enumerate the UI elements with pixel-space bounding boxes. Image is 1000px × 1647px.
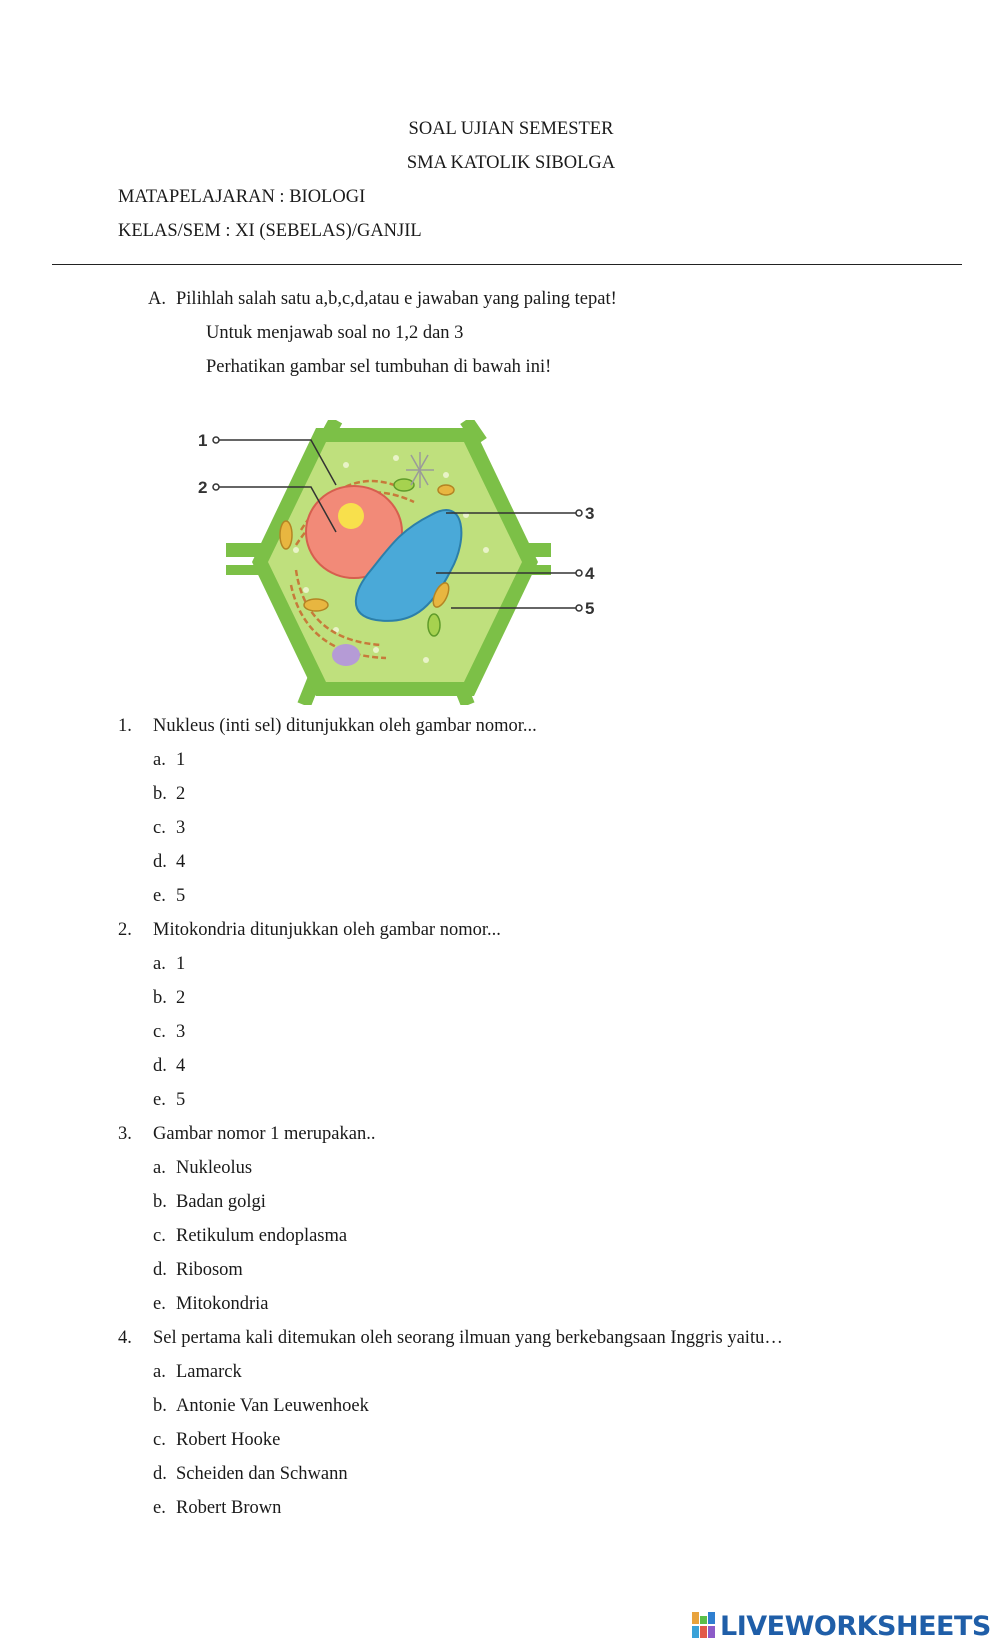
class-line: KELAS/SEM : XI (SEBELAS)/GANJIL xyxy=(118,221,422,241)
question-number: 3. xyxy=(118,1124,132,1144)
option-text: 5 xyxy=(176,886,186,906)
option-text: Robert Brown xyxy=(176,1498,282,1518)
option-letter: a. xyxy=(153,1362,166,1382)
plant-cell-diagram xyxy=(196,420,606,705)
option-letter: d. xyxy=(153,1056,167,1076)
question-text: Nukleus (inti sel) ditunjukkan oleh gambar nomor... xyxy=(153,716,537,736)
option-letter: d. xyxy=(153,1464,167,1484)
option-text: Lamarck xyxy=(176,1362,242,1382)
option-text: 2 xyxy=(176,988,186,1008)
question-number: 2. xyxy=(118,920,132,940)
option-text: Ribosom xyxy=(176,1260,243,1280)
option-text: 3 xyxy=(176,1022,186,1042)
liveworksheets-logo-text: LIVEWORKSHEETS xyxy=(720,1610,991,1642)
option-text: 5 xyxy=(176,1090,186,1110)
section-note-1: Untuk menjawab soal no 1,2 dan 3 xyxy=(206,323,464,343)
option-letter: c. xyxy=(153,818,166,838)
option-letter: b. xyxy=(153,1192,167,1212)
option-text: 1 xyxy=(176,750,186,770)
header-divider xyxy=(52,264,962,265)
school-name: SMA KATOLIK SIBOLGA xyxy=(406,153,616,173)
vesicle xyxy=(332,644,360,666)
liveworksheets-blocks-icon xyxy=(692,1612,716,1640)
option-text: Badan golgi xyxy=(176,1192,266,1212)
option-letter: d. xyxy=(153,1260,167,1280)
option-text: 1 xyxy=(176,954,186,974)
option-letter: e. xyxy=(153,1294,166,1314)
exam-title: SOAL UJIAN SEMESTER xyxy=(408,119,614,139)
option-letter: a. xyxy=(153,750,166,770)
option-letter: b. xyxy=(153,988,167,1008)
figure-label-1: 1 xyxy=(198,431,208,450)
option-letter: d. xyxy=(153,852,167,872)
option-letter: e. xyxy=(153,1090,166,1110)
option-text: Nukleolus xyxy=(176,1158,253,1178)
subject-line: MATAPELAJARAN : BIOLOGI xyxy=(118,187,366,207)
option-letter: b. xyxy=(153,784,167,804)
option-letter: b. xyxy=(153,1396,167,1416)
question-text: Mitokondria ditunjukkan oleh gambar nomor... xyxy=(153,920,501,940)
option-text: 3 xyxy=(176,818,186,838)
section-letter: A. xyxy=(148,289,166,309)
question-text: Gambar nomor 1 merupakan.. xyxy=(153,1124,376,1144)
option-text: Antonie Van Leuwenhoek xyxy=(176,1396,369,1416)
liveworksheets-logo[interactable] xyxy=(692,1610,991,1642)
option-text: Scheiden dan Schwann xyxy=(176,1464,348,1484)
option-letter: e. xyxy=(153,1498,166,1518)
figure-label-3: 3 xyxy=(585,504,595,523)
section-note-2: Perhatikan gambar sel tumbuhan di bawah ini! xyxy=(206,357,552,377)
section-instruction: Pilihlah salah satu a,b,c,d,atau e jawaban yang paling tepat! xyxy=(176,289,617,309)
figure-label-2: 2 xyxy=(198,478,208,497)
figure-label-5: 5 xyxy=(585,599,595,618)
option-letter: c. xyxy=(153,1226,166,1246)
option-text: Retikulum endoplasma xyxy=(176,1226,348,1246)
question-text: Sel pertama kali ditemukan oleh seorang ilmuan yang berkebangsaan Inggris yaitu… xyxy=(153,1328,783,1348)
option-letter: a. xyxy=(153,954,166,974)
option-text: 4 xyxy=(176,852,186,872)
option-letter: a. xyxy=(153,1158,166,1178)
option-text: 4 xyxy=(176,1056,186,1076)
question-number: 4. xyxy=(118,1328,132,1348)
question-number: 1. xyxy=(118,716,132,736)
figure-label-4: 4 xyxy=(585,564,595,583)
option-text: Robert Hooke xyxy=(176,1430,281,1450)
option-letter: c. xyxy=(153,1022,166,1042)
option-text: Mitokondria xyxy=(176,1294,269,1314)
option-letter: c. xyxy=(153,1430,166,1450)
option-letter: e. xyxy=(153,886,166,906)
option-text: 2 xyxy=(176,784,186,804)
